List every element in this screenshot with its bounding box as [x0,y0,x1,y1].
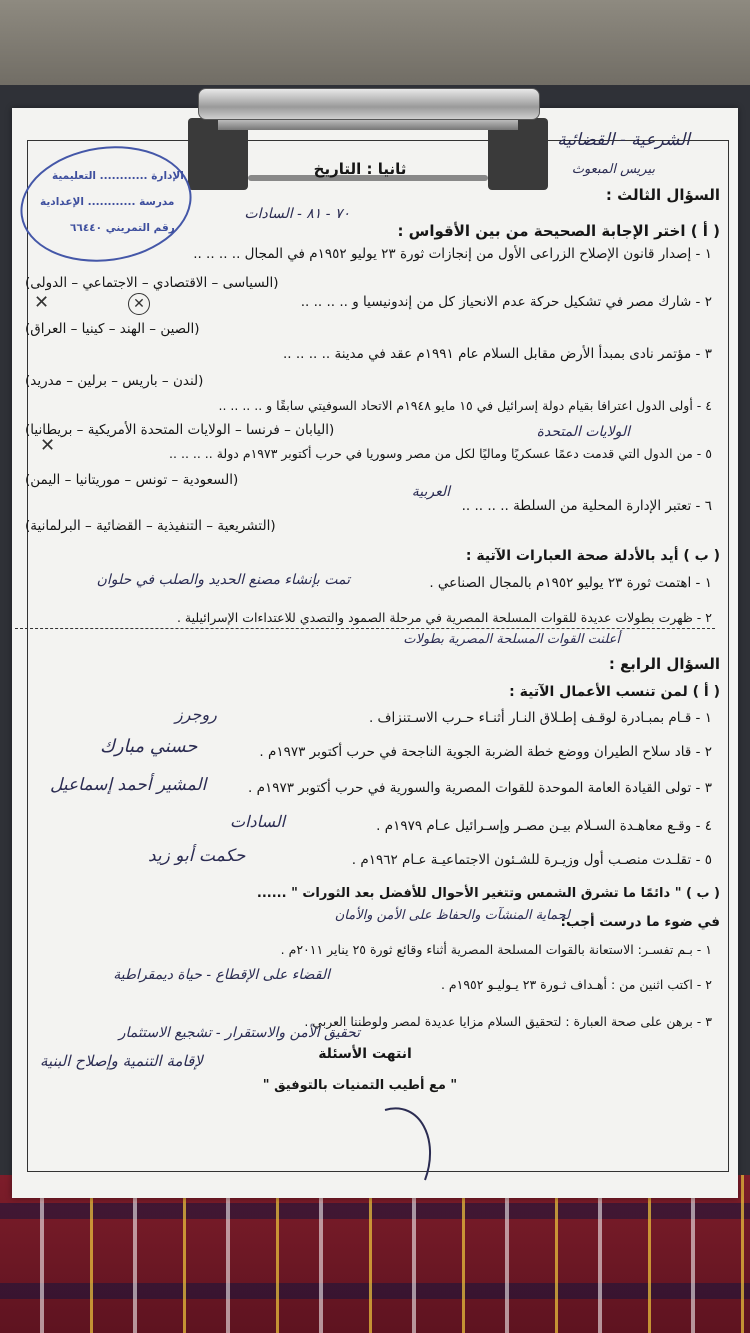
cross-mark-circled: ✕ [128,293,150,315]
q3-options-4: (اليابان – فرنسا – الولايات المتحدة الأمريكية – بريطانيا) [25,422,335,438]
q3-b-item-1: ١ - اهتمت ثورة ٢٣ يوليو ١٩٥٢م بالمجال الصناعي . [429,575,712,591]
handwriting-c3: تحقيق الأمن والاستقرار - تشجيع الاستثمار [118,1025,360,1041]
q3-b-item-2: ٢ - ظهرت بطولات عديدة للقوات المسلحة المصرية في مرحلة الصمود والتصدي للاعتداءات الإسرائيلية . [176,610,712,625]
q3-title: السؤال الثالث : [605,186,720,204]
q4-b-item-2: ٢ - اكتب اثنين من : أهـداف ثـورة ٢٣ يـوليـو ١٩٥٢م . [440,977,712,992]
clip-bar [198,88,540,120]
clip-bar-lower [218,120,518,130]
handwriting-q4-1: روجرز [175,705,217,724]
stamp-line-3: رقم التمريني ٦٦٤٤٠ [70,222,175,234]
q4-part-b: ( ب ) " دائمًا ما تشرق الشمس وتتغير الأحوال للأفضل بعد الثورات " ...... [256,886,720,901]
handwriting-q4-2: حسني مبارك [100,736,198,757]
cross-mark: ✕ [40,435,56,456]
handwriting-c2: القضاء على الإقطاع - حياة ديمقراطية [113,967,330,983]
q3-item-2: ٢ - شارك مصر في تشكيل حركة عدم الانحياز كل من إندونيسيا و .. .. .. .. [300,294,712,310]
q4-part-a: ( أ ) لمن تنسب الأعمال الآتية : [509,684,720,700]
handwriting-b2: أعلنت القوات المسلحة المصرية بطولات [403,632,620,647]
handwriting-q4-3: المشير أحمد إسماعيل [50,775,207,795]
q4-item-3: ٣ - تولى القيادة العامة الموحدة للقوات المصرية والسورية في حرب أكتوبر ١٩٧٣م . [248,780,712,796]
q4-item-5: ٥ - تقلـدت منصـب أول وزيـرة للشـئون الاجتماعيـة عـام ١٩٦٢م . [351,852,712,868]
pen-stroke [380,1080,490,1190]
plaid-cloth [0,1175,750,1333]
handwriting-b1: تمت بإنشاء مصنع الحديد والصلب في حلوان [96,572,350,588]
q3-item-6: ٦ - تعتبر الإدارة المحلية من السلطة .. .. .. .. [461,498,712,514]
q4-title: السؤال الرابع : [608,655,720,673]
q3-options-2: (الصين – الهند – كينيا – العراق) [25,321,200,337]
q3-options-6: (التشريعية – التنفيذية – القضائية – البرلمانية) [25,518,276,534]
handwriting-q4-5: حكمت أبو زيد [148,846,246,866]
handwriting-q4-4: السادات [230,812,286,831]
closing-wishes: " مع أطيب التمنيات بالتوفيق " [262,1078,458,1093]
handwriting-top-2: بيريس المبعوث [571,162,655,177]
cross-mark: ✕ [34,292,50,313]
q3-item-5: ٥ - من الدول التي قدمت دعمًا عسكريًا وماليًا لكل من مصر وسوريا في حرب أكتوبر ١٩٧٣م دولة .. .. .. .. [169,446,712,461]
q4-item-2: ٢ - قاد سلاح الطيران ووضع خطة الضربة الجوية الناجحة في حرب أكتوبر ١٩٧٣م . [259,744,712,760]
handwriting-top-3: ٧٠ - ٨١ - السادات [244,206,350,222]
q3-item-3: ٣ - مؤتمر نادى بمبدأ الأرض مقابل السلام عام ١٩٩١م عقد في مدينة .. .. .. .. [282,346,712,362]
q3-item-1: ١ - إصدار قانون الإصلاح الزراعى الأول من إنجازات ثورة ٢٣ يوليو ١٩٥٢م في المجال .. .. .. .. [193,246,712,262]
q3-item-4: ٤ - أولى الدول اعترافا بقيام دولة إسرائيل في ١٥ مايو ١٩٤٨م الاتحاد السوفيتي سابقًا و .. .. .. .. [218,398,712,413]
q4-item-4: ٤ - وقـع معاهـدة السـلام بيـن مصـر وإسـرائيل عـام ١٩٧٩م . [376,818,712,834]
q3-part-a: ( أ ) اختر الإجابة الصحيحة من بين الأقواس : [397,222,720,240]
section-divider [15,628,715,629]
stamp-line-2: مدرسة ............ الإعدادية [40,196,175,208]
handwriting-answer-5: العربية [411,484,450,500]
q3-options-3: (لندن – باريس – برلين – مدريد) [25,373,204,389]
handwriting-c4: لإقامة التنمية وإصلاح البنية [40,1052,203,1070]
end-of-questions: انتهت الأسئلة [318,1046,412,1062]
q4-b-item-3: ٣ - برهن على صحة العبارة : لتحقيق السلام مزايا عديدة لمصر ولوطننا العربي . [304,1014,712,1029]
q4-item-1: ١ - قـام بمبـادرة لوقـف إطـلاق النـار أثنـاء حـرب الاسـتنزاف . [368,710,712,726]
subject-header: ثانيا : التاريخ [313,160,407,178]
q3-options-5: (السعودية – تونس – موريتانيا – اليمن) [25,472,239,488]
handwriting-top-1: الشرعية - القضائية [557,130,690,150]
handwriting-c1: لحماية المنشآت والحفاظ على الأمن والأمان [334,908,570,923]
q3-part-b: ( ب ) أيد بالأدلة صحة العبارات الآتية : [465,548,720,564]
q4-part-b-instruction: في ضوء ما درست أجب: [560,914,720,930]
stamp-line-1: الإدارة ............ التعليمية [52,170,184,182]
q4-b-item-1: ١ - بـم تفسـر: الاستعانة بالقوات المسلحة المصرية أثناء وقائع ثورة ٢٥ يناير ٢٠١١م . [280,942,712,957]
handwriting-answer-4: الولايات المتحدة [536,424,630,440]
q3-options-1: (السياسى – الاقتصادي – الاجتماعي – الدولى) [25,275,279,291]
